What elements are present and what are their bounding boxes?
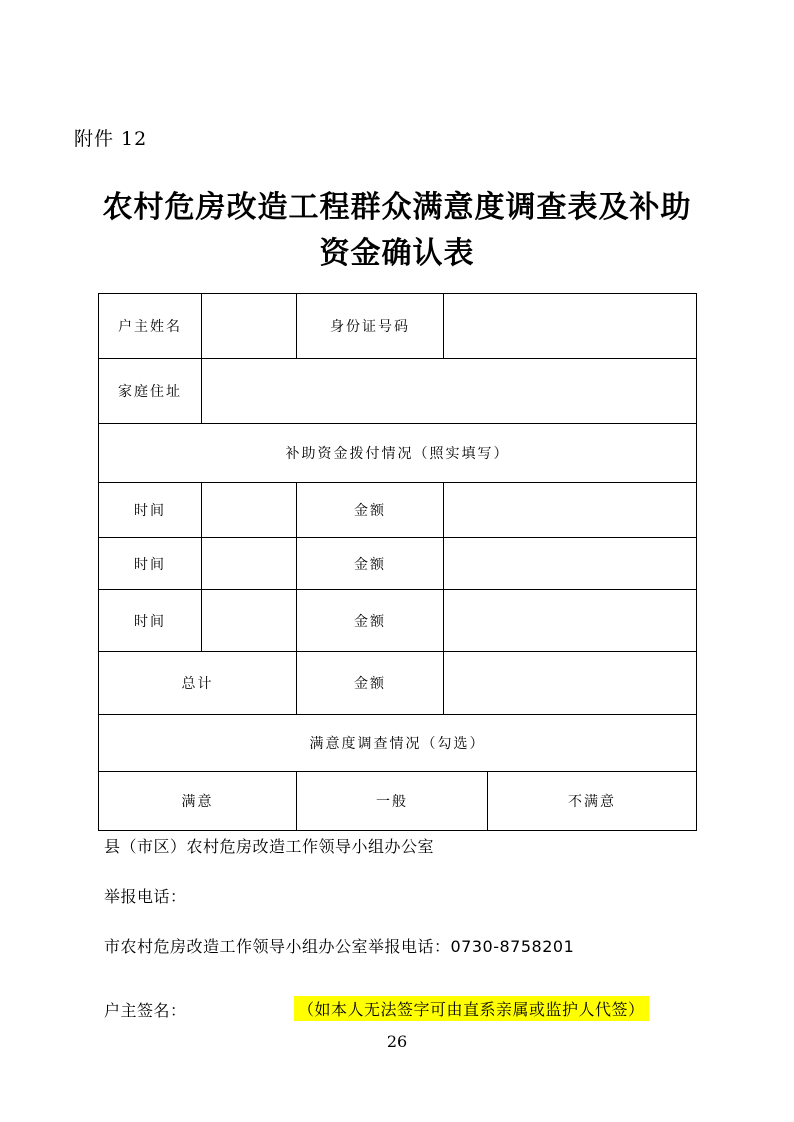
subsidy-form-table [98,293,697,831]
payment-time-field[interactable] [202,538,297,590]
page-title-line-2: 资金确认表 [319,236,475,271]
payment-amount-label: 金额 [297,483,444,538]
payment-row [99,483,697,538]
total-row [99,652,697,715]
payment-row [99,538,697,590]
address-field[interactable] [202,359,697,424]
payment-amount-label: 金额 [297,590,444,652]
annex-label: 附件 12 [74,128,148,150]
payment-row [99,590,697,652]
table-row [99,359,697,424]
page-number: 26 [386,1032,408,1051]
total-label: 总计 [99,652,297,715]
survey-section-header: 满意度调查情况（勾选） [99,715,697,772]
payment-amount-field[interactable] [444,538,697,590]
payment-amount-field[interactable] [444,483,697,538]
survey-options-row [99,772,697,831]
option-neutral[interactable]: 一般 [297,772,488,831]
city-hotline-line: 市农村危房改造工作领导小组办公室举报电话：0730-8758201 [104,937,575,956]
payment-time-label: 时间 [99,483,202,538]
address-label: 家庭住址 [99,359,202,424]
payment-amount-label: 金额 [297,538,444,590]
payment-time-label: 时间 [99,590,202,652]
table-row [99,715,697,772]
option-satisfied[interactable]: 满意 [99,772,297,831]
hotline-line: 举报电话： [104,887,187,906]
page-title-line-1: 农村危房改造工程群众满意度调查表及补助 [102,190,692,225]
option-dissatisfied[interactable]: 不满意 [488,772,697,831]
subsidy-section-header: 补助资金拨付情况（照实填写） [99,424,697,483]
office-line: 县（市区）农村危房改造工作领导小组办公室 [104,837,435,856]
signature-note-highlight: （如本人无法签字可由直系亲属或监护人代签） [294,996,649,1021]
payment-amount-field[interactable] [444,590,697,652]
table-row [99,294,697,359]
payment-time-field[interactable] [202,483,297,538]
signature-label: 户主签名： [104,1001,187,1020]
owner-name-label: 户主姓名 [99,294,202,359]
total-amount-field[interactable] [444,652,697,715]
total-amount-label: 金额 [297,652,444,715]
id-number-field[interactable] [444,294,697,359]
payment-time-label: 时间 [99,538,202,590]
payment-time-field[interactable] [202,590,297,652]
table-row [99,424,697,483]
id-number-label: 身份证号码 [297,294,444,359]
owner-name-field[interactable] [202,294,297,359]
